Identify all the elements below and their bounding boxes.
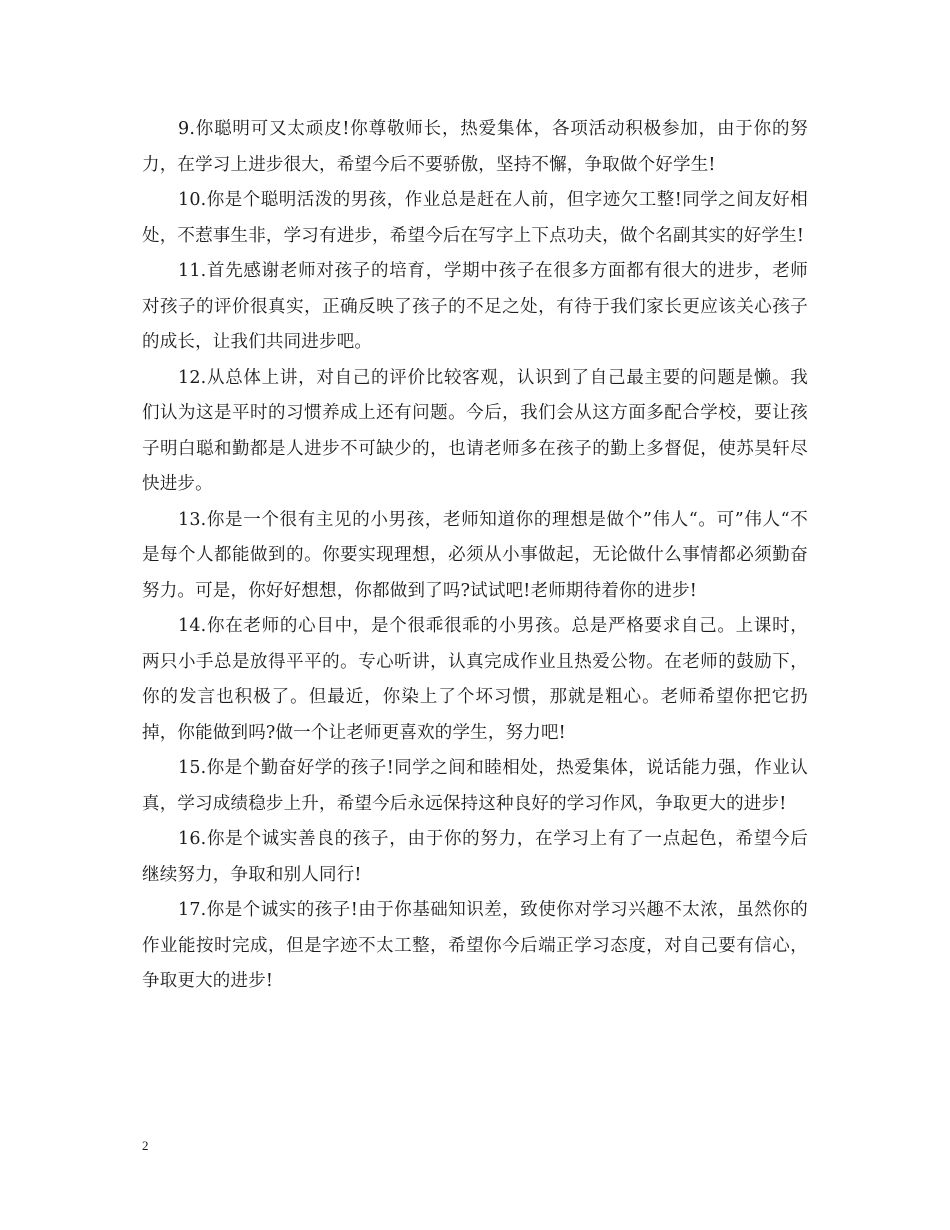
comment-paragraph-12: 12.从总体上讲，对自己的评价比较客观，认识到了自己最主要的问题是懒。我们认为这是平时的习惯养成上还有问题。今后，我们会从这方面多配合学校，要让孩子明白聪和勤都是人进步不可缺少的，也请老师多在孩子的勤上多督促，使苏昊轩尽快进步。	[142, 367, 808, 494]
comment-paragraph-15: 15.你是个勤奋好学的孩子!同学之间和睦相处，热爱集体，说话能力强，作业认真，学习成绩稳步上升，希望今后永远保持这种良好的学习作风，争取更大的进步!	[142, 758, 808, 814]
page-number: 2	[142, 1138, 149, 1153]
document-body	[142, 112, 808, 1000]
comment-paragraph-13: 13.你是一个很有主见的小男孩，老师知道你的理想是做个”伟人“。可”伟人“不是每个人都能做到的。你要实现理想，必须从小事做起，无论做什么事情都必须勤奋努力。可是，你好好想想，你都做到了吗?试试吧!老师期待着你的进步!	[142, 509, 808, 601]
comment-paragraph-11: 11.首先感谢老师对孩子的培育，学期中孩子在很多方面都有很大的进步，老师对孩子的评价很真实，正确反映了孩子的不足之处，有待于我们家长更应该关心孩子的成长，让我们共同进步吧。	[142, 261, 808, 352]
comment-paragraph-14: 14.你在老师的心目中，是个很乖很乖的小男孩。总是严格要求自己。上课时，两只小手总是放得平平的。专心听讲，认真完成作业且热爱公物。在老师的鼓励下，你的发言也积极了。但最近，你染上了个坏习惯，那就是粗心。老师希望你把它扔掉，你能做到吗?做一个让老师更喜欢的学生，努力吧!	[142, 616, 808, 743]
comment-paragraph-10: 10.你是个聪明活泼的男孩，作业总是赶在人前，但字迹欠工整!同学之间友好相处，不惹事生非，学习有进步，希望今后在写字上下点功夫，做个名副其实的好学生!	[142, 190, 808, 246]
comment-paragraph-16: 16.你是个诚实善良的孩子，由于你的努力，在学习上有了一点起色，希望今后继续努力，争取和别人同行!	[142, 829, 808, 885]
comment-paragraph-9: 9.你聪明可又太顽皮!你尊敬师长，热爱集体，各项活动积极参加，由于你的努力，在学习上进步很大，希望今后不要骄傲，坚持不懈，争取做个好学生!	[142, 119, 808, 175]
comment-paragraph-17: 17.你是个诚实的孩子!由于你基础知识差，致使你对学习兴趣不太浓，虽然你的作业能按时完成，但是字迹不太工整，希望你今后端正学习态度，对自己要有信心，争取更大的进步!	[142, 900, 808, 991]
